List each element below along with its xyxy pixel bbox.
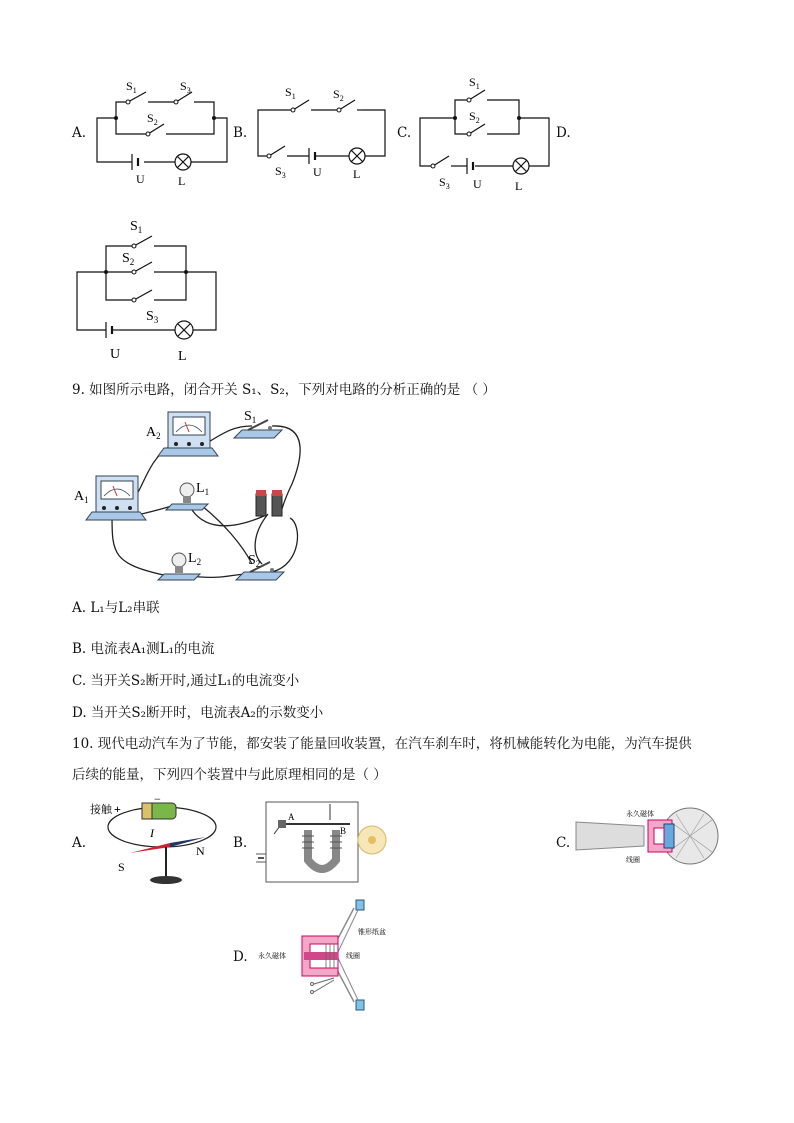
label-d-cone: 锥形纸盆 <box>358 928 386 936</box>
ammeter-a1 <box>86 476 146 520</box>
svg-text:L: L <box>515 179 523 193</box>
svg-text:S1: $S_1$ <box>285 85 296 101</box>
svg-text:U: U <box>110 347 121 362</box>
circuit-c-diagram <box>415 72 560 197</box>
question-10-stem-line1: 10. 现代电动汽车为了节能，都安装了能量回收装置，在汽车刹车时，将机械能转化为电能，为汽车提供 <box>72 736 692 752</box>
option-b-letter: B. <box>233 125 248 141</box>
circuit-a-s1-label: $S_1$ <box>126 79 137 95</box>
label-minus: − <box>154 795 161 806</box>
question-9-circuit-figure <box>72 404 302 586</box>
circuit-d-diagram <box>72 212 222 364</box>
label-a2: $A_2$ <box>146 425 161 441</box>
label-b: B <box>340 826 347 836</box>
label-plus: + <box>114 802 121 816</box>
option-a-letter: A. <box>72 125 87 141</box>
svg-text:U: U <box>473 177 482 191</box>
ammeter-a2 <box>158 412 218 456</box>
circuit-a-s3-label: $S_3$ <box>180 79 191 95</box>
label-s2: $S_2$ <box>248 553 261 569</box>
q10-figure-d <box>254 896 404 1014</box>
circuit-a-l-label: L <box>178 174 186 188</box>
label-current: I <box>150 826 154 840</box>
svg-text:S3: $S_3$ <box>146 309 159 325</box>
q10-option-b-letter: B. <box>233 835 248 851</box>
circuit-b-diagram <box>253 80 393 180</box>
svg-text:L: L <box>178 349 187 364</box>
label-l2: $L_2$ <box>188 551 202 567</box>
svg-text:S1: $S_1$ <box>130 219 143 235</box>
q9-option-d: D. 当开关S₂断开时，电流表A₂的示数变小 <box>72 705 324 721</box>
svg-text:S2: $S_2$ <box>333 87 344 103</box>
label-l1: $L_1$ <box>196 481 210 497</box>
label-a1: $A_1$ <box>74 489 89 505</box>
q10-figure-c <box>572 806 722 868</box>
q9-option-c: C. 当开关S₂断开时,通过L₁的电流变小 <box>72 673 300 689</box>
svg-text:S3: $S_3$ <box>439 175 450 191</box>
circuit-a-diagram <box>92 72 237 192</box>
label-d-coil: 线圈 <box>346 952 360 960</box>
q10-option-c-letter: C. <box>556 835 571 851</box>
q9-option-a: A. L₁与L₂串联 <box>72 600 160 616</box>
q9-option-b: B. 电流表A₁测L₁的电流 <box>72 641 215 657</box>
label-d-magnet: 永久磁体 <box>258 952 286 960</box>
question-10-stem-line2: 后续的能量，下列四个装置中与此原理相同的是（ ） <box>72 767 387 783</box>
svg-text:S1: $S_1$ <box>469 75 480 91</box>
circuit-a-u-label: U <box>136 172 145 186</box>
q10-option-d-letter: D. <box>233 949 248 965</box>
svg-text:S3: $S_3$ <box>275 164 286 180</box>
label-c-magnet: 永久磁体 <box>626 810 654 818</box>
svg-text:U: U <box>313 165 322 179</box>
q10-option-a-letter: A. <box>72 835 87 851</box>
label-contact: 接触 <box>90 804 112 816</box>
label-s1: $S_1$ <box>244 409 257 425</box>
q10-figure-b <box>254 800 389 884</box>
option-c-letter: C. <box>397 125 412 141</box>
question-9-stem: 9. 如图所示电路，闭合开关 S₁、S₂，下列对电路的分析正确的是 （ ） <box>72 382 496 398</box>
svg-text:S2: $S_2$ <box>122 251 135 267</box>
label-c-coil: 线圈 <box>626 856 640 864</box>
option-d-letter: D. <box>556 125 571 141</box>
label-north: N <box>196 844 205 858</box>
label-a: A <box>288 812 295 822</box>
battery <box>256 490 282 516</box>
svg-text:S2: $S_2$ <box>469 109 480 125</box>
q10-figure-a <box>90 795 220 887</box>
svg-text:L: L <box>353 167 361 180</box>
switch-s1 <box>234 420 282 438</box>
circuit-a-s2-label: $S_2$ <box>147 111 158 127</box>
label-south: S <box>118 860 125 874</box>
